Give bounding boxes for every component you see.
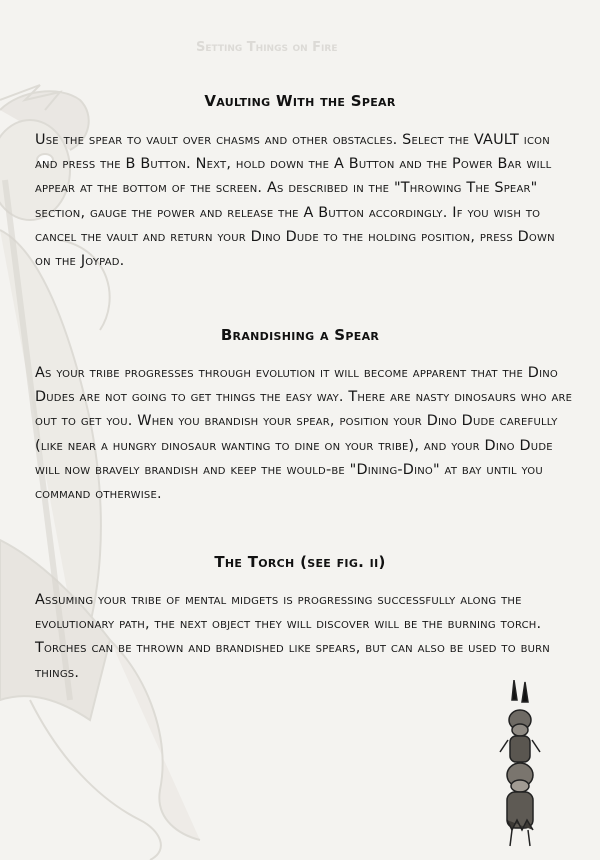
- section-body-brandishing: As your tribe progresses through evolution it will become apparent that the Dino Dudes are not going to get things the easy way. There are nasty dinosaurs who are out to get you. When you brandish your spear, position your Dino Dude carefully (like near a hungry dinosaur wanting to dine on your tribe), and your Dino Dude will now bravely brandish and keep the would-be "Dining-Dino" at bay until you command otherwise.: [35, 365, 573, 503]
- stacked-cavemen-icon: [490, 680, 550, 850]
- section-body-torch: Assuming your tribe of mental midgets is progressing successfully along the evolutionary path, the next object they will discover will be the burning torch. Torches can be thrown and brandished like spears, but can also be used to burn things.: [35, 592, 550, 681]
- bleedthrough-heading: Setting Things on Fire: [196, 40, 338, 55]
- section-body-vaulting: Use the spear to vault over chasms and other obstacles. Select the VAULT icon and press the B Button. Next, hold down the A Button and the Power Bar will appear at the bottom of the screen. As described in the "Throwing The Spear" section, gauge the power and release the A Button accordingly. If you wish to cancel the vault and return your Dino Dude to the holding position, press Down on the Joypad.: [35, 132, 555, 270]
- section-heading-vaulting: Vaulting With the Spear: [204, 92, 396, 110]
- section-heading-brandishing: Brandishing a Spear: [220, 326, 380, 344]
- section-heading-torch: The Torch (see fig. ii): [214, 553, 386, 571]
